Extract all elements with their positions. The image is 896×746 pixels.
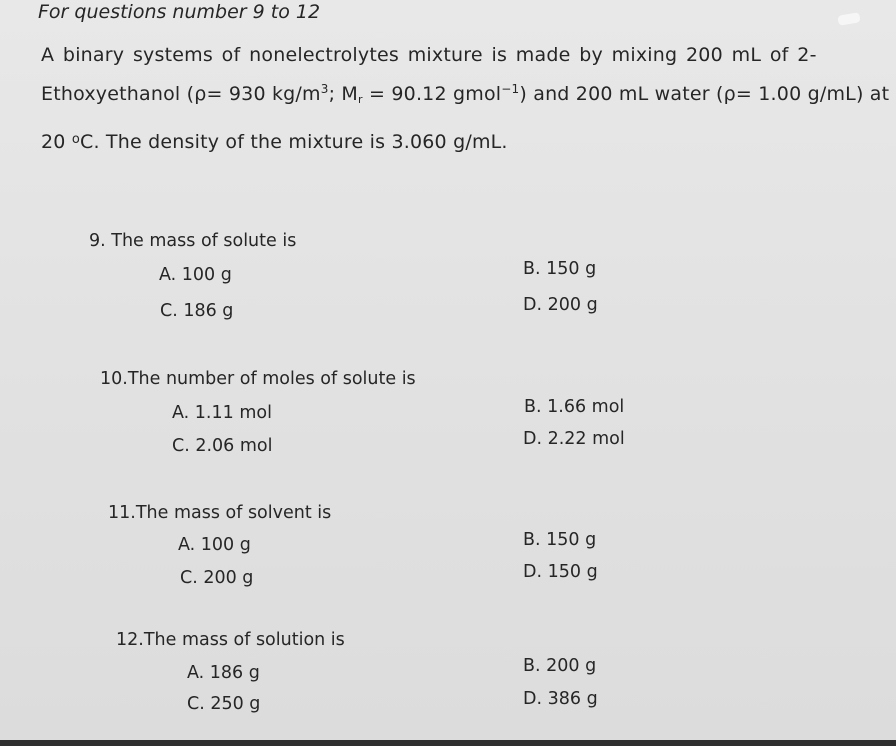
question-12-option-a[interactable]: A. 186 g [187,663,260,683]
question-11-stem: 11.The mass of solvent is [108,503,332,523]
question-10-option-c[interactable]: C. 2.06 mol [172,436,273,456]
intro-text: ) and 200 mL water (ρ= 1.00 g/mL) at [519,83,890,105]
page-bottom-edge [0,740,896,746]
question-11-option-a[interactable]: A. 100 g [178,535,251,555]
question-12-option-c[interactable]: C. 250 g [187,694,261,714]
page-heading: For questions number 9 to 12 [38,1,321,23]
intro-text: C. The density of the mixture is 3.060 g/mL. [79,131,508,153]
question-9-option-c[interactable]: C. 186 g [160,301,234,321]
question-9-option-b[interactable]: B. 150 g [523,259,597,279]
superscript: 3 [320,82,329,96]
intro-text: 20 [41,131,72,153]
intro-text: ; M [328,83,359,105]
intro-line-2 [41,82,889,106]
superscript: −1 [501,82,520,96]
question-11-option-b[interactable]: B. 150 g [523,530,597,550]
intro-line-3 [41,131,508,153]
question-10-stem: 10.The number of moles of solute is [100,369,416,389]
intro-text: Ethoxyethanol (ρ= 930 kg/m [41,83,321,105]
subscript: r [358,93,363,106]
question-10-option-b[interactable]: B. 1.66 mol [524,397,625,417]
degree-symbol: o [71,132,80,147]
question-9-option-a[interactable]: A. 100 g [159,265,232,285]
question-11-option-d[interactable]: D. 150 g [523,562,598,582]
glare-spot [837,12,860,26]
intro-line-1: A binary systems of nonelectrolytes mixture is made by mixing 200 mL of 2- [41,44,817,66]
question-9-stem: 9. The mass of solute is [89,231,297,251]
question-12-option-d[interactable]: D. 386 g [523,689,598,709]
intro-text: = 90.12 gmol [362,83,502,105]
question-10-option-a[interactable]: A. 1.11 mol [172,403,272,423]
question-11-option-c[interactable]: C. 200 g [180,568,254,588]
question-9-option-d[interactable]: D. 200 g [523,295,598,315]
question-12-option-b[interactable]: B. 200 g [523,656,597,676]
question-12-stem: 12.The mass of solution is [116,630,345,650]
question-10-option-d[interactable]: D. 2.22 mol [523,429,625,449]
